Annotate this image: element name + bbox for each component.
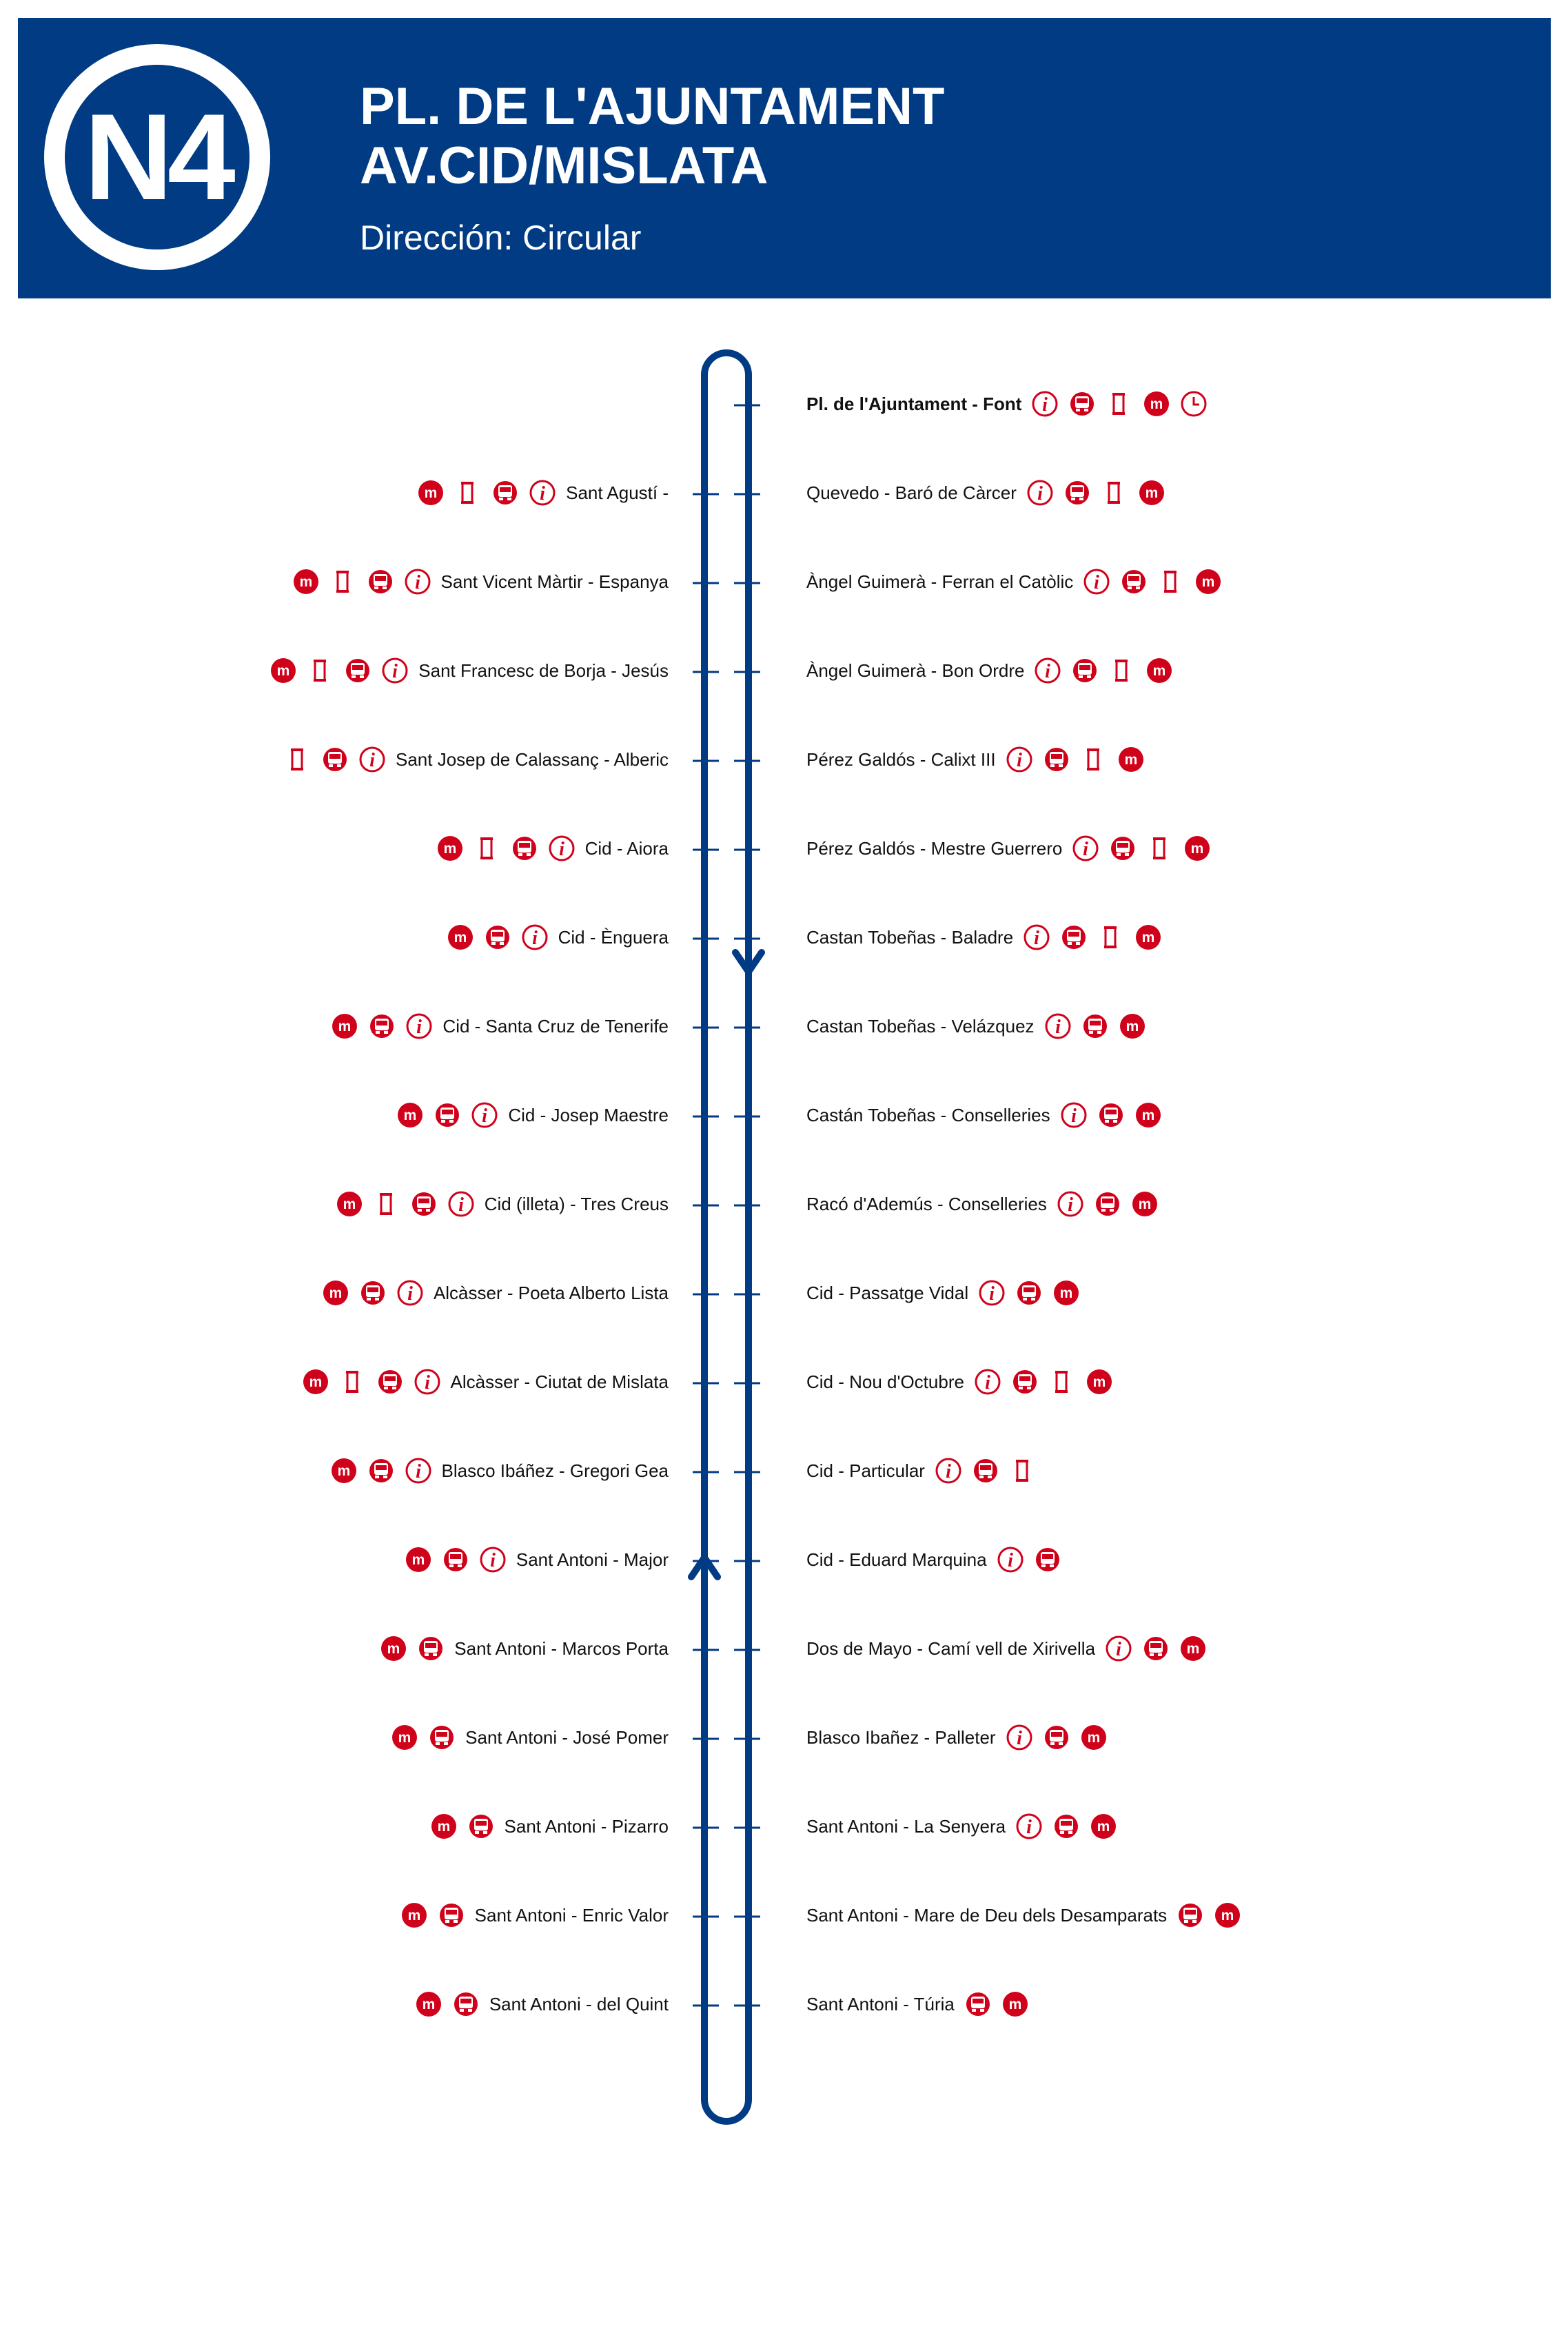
stop-name: Sant Vicent Màrtir - Espanya — [440, 571, 669, 592]
info-icon — [1034, 657, 1061, 684]
stop-services — [964, 1990, 1029, 2018]
info-icon — [1083, 568, 1110, 595]
stop-services — [269, 657, 409, 684]
metro-icon — [1119, 1012, 1146, 1040]
bus-icon — [1071, 657, 1099, 684]
metro-icon — [269, 657, 297, 684]
stop-services — [1015, 1813, 1117, 1840]
info-icon — [1072, 835, 1099, 862]
bus-icon — [359, 1279, 387, 1307]
stop-services — [292, 568, 431, 595]
stop-name: Cid - Eduard Marquina — [806, 1549, 987, 1570]
stop-name: Sant Antoni - Mare de Deu dels Desamparats — [806, 1904, 1168, 1926]
bus-icon — [344, 657, 371, 684]
metro-icon — [302, 1368, 329, 1396]
metro-icon — [322, 1279, 349, 1307]
stop-name: Castan Tobeñas - Baladre — [806, 926, 1014, 948]
svg-text:m: m — [1141, 1108, 1154, 1123]
svg-text:i: i — [416, 1017, 422, 1038]
stop-services — [1006, 746, 1145, 773]
bus-icon — [1043, 1724, 1070, 1751]
bike-icon — [1101, 479, 1128, 507]
bike-icon — [1097, 924, 1125, 951]
metro-icon — [391, 1724, 418, 1751]
bus-icon — [417, 1635, 445, 1662]
stop-row[interactable] — [806, 1635, 1207, 1662]
stop-row[interactable] — [400, 1901, 669, 1929]
stop-services — [336, 1190, 475, 1218]
svg-text:m: m — [1097, 1819, 1110, 1835]
stop-name: Pérez Galdós - Calixt III — [806, 748, 996, 770]
metro-icon — [447, 924, 474, 951]
stop-name: Blasco Ibáñez - Gregori Gea — [441, 1460, 669, 1481]
stop-services — [1023, 924, 1162, 951]
bus-icon — [452, 1990, 480, 2018]
svg-text:m: m — [424, 485, 438, 501]
svg-text:i: i — [1007, 1550, 1013, 1571]
svg-text:m: m — [1150, 396, 1163, 412]
info-icon — [1057, 1190, 1084, 1218]
stop-services — [1026, 479, 1165, 507]
metro-icon — [1090, 1813, 1117, 1840]
info-icon — [471, 1101, 498, 1129]
stop-row[interactable] — [430, 1813, 669, 1840]
info-icon — [1006, 746, 1033, 773]
metro-icon — [1143, 390, 1170, 418]
bus-icon — [1097, 1101, 1125, 1129]
stop-name: Sant Antoni - Pizarro — [504, 1815, 669, 1837]
metro-icon — [1194, 568, 1222, 595]
bus-icon — [367, 568, 394, 595]
svg-text:m: m — [1124, 752, 1137, 768]
stop-services — [330, 1457, 432, 1485]
bus-icon — [491, 479, 519, 507]
stop-name: Dos de Mayo - Camí vell de Xirivella — [806, 1638, 1096, 1659]
stop-row[interactable] — [302, 1368, 669, 1396]
stop-services — [935, 1457, 1037, 1485]
stop-services — [396, 1101, 498, 1129]
stop-name: Alcàsser - Poeta Alberto Lista — [433, 1282, 669, 1303]
stop-row[interactable] — [322, 1279, 669, 1307]
stop-services — [391, 1724, 456, 1751]
info-icon — [978, 1279, 1006, 1307]
bus-icon — [1043, 746, 1070, 773]
metro-icon — [292, 568, 320, 595]
stop-name: Sant Antoni - La Senyera — [806, 1815, 1006, 1837]
svg-text:i: i — [1016, 1728, 1022, 1749]
bus-icon — [434, 1101, 461, 1129]
info-icon — [1031, 390, 1059, 418]
svg-text:m: m — [443, 841, 456, 857]
stop-row[interactable] — [436, 835, 669, 862]
stop-name: Quevedo - Baró de Càrcer — [806, 482, 1017, 503]
bike-icon — [373, 1190, 400, 1218]
metro-icon — [1183, 835, 1211, 862]
bus-icon — [410, 1190, 438, 1218]
svg-text:m: m — [398, 1730, 411, 1746]
svg-text:i: i — [489, 1550, 496, 1571]
info-icon — [381, 657, 409, 684]
metro-icon — [396, 1101, 424, 1129]
stop-name: Sant Francesc de Borja - Jesús — [418, 660, 669, 681]
info-icon — [548, 835, 576, 862]
svg-text:i: i — [1116, 1639, 1121, 1660]
stop-services — [1057, 1190, 1159, 1218]
stop-name: Pl. de l'Ajuntament - Font — [806, 393, 1022, 414]
bus-icon — [972, 1457, 999, 1485]
stop-row[interactable] — [415, 1990, 669, 2018]
svg-text:m: m — [411, 1552, 425, 1568]
svg-text:i: i — [1094, 572, 1100, 593]
stop-row[interactable] — [806, 1724, 1108, 1751]
info-icon — [1060, 1101, 1088, 1129]
svg-text:i: i — [407, 1283, 413, 1305]
stop-row[interactable] — [331, 1012, 669, 1040]
svg-text:m: m — [1145, 485, 1159, 501]
stop-name: Sant Agustí - — [566, 482, 669, 503]
stop-name: Cid (illeta) - Tres Creus — [484, 1193, 669, 1214]
svg-text:i: i — [414, 572, 420, 593]
stop-services — [405, 1546, 507, 1573]
svg-text:m: m — [1201, 574, 1215, 590]
metro-icon — [1131, 1190, 1159, 1218]
stop-row[interactable] — [806, 657, 1173, 684]
bike-icon — [1080, 746, 1108, 773]
route-title-line1: PL. DE L'AJUNTAMENT — [360, 77, 945, 136]
metro-icon — [1179, 1635, 1207, 1662]
bus-icon — [1063, 479, 1091, 507]
bike-icon — [329, 568, 357, 595]
bike-icon — [307, 657, 334, 684]
info-icon — [405, 1457, 432, 1485]
metro-icon — [415, 1990, 442, 2018]
info-icon — [1044, 1012, 1072, 1040]
stop-services — [1072, 835, 1211, 862]
info-icon — [447, 1190, 475, 1218]
stop-name: Sant Antoni - Major — [516, 1549, 669, 1570]
stop-row[interactable] — [336, 1190, 669, 1218]
stop-name: Cid - Particular — [806, 1460, 925, 1481]
bus-icon — [1142, 1635, 1170, 1662]
svg-text:m: m — [338, 1019, 352, 1034]
stop-row[interactable] — [292, 568, 669, 595]
svg-text:m: m — [387, 1641, 400, 1657]
svg-text:m: m — [309, 1374, 322, 1390]
bus-icon — [368, 1012, 396, 1040]
metro-icon — [1001, 1990, 1029, 2018]
bus-icon — [367, 1457, 395, 1485]
clock-icon — [1180, 390, 1208, 418]
bus-icon — [1015, 1279, 1043, 1307]
info-icon — [404, 568, 431, 595]
bus-icon — [1011, 1368, 1039, 1396]
stop-name: Pérez Galdós - Mestre Guerrero — [806, 837, 1063, 859]
bike-icon — [339, 1368, 367, 1396]
metro-icon — [1080, 1724, 1108, 1751]
stop-name: Cid - Santa Cruz de Tenerife — [442, 1015, 669, 1037]
svg-text:i: i — [1068, 1194, 1073, 1216]
bike-icon — [1157, 568, 1185, 595]
svg-text:i: i — [424, 1372, 430, 1394]
stop-row[interactable] — [396, 1101, 669, 1129]
stop-name: Sant Josep de Calassanç - Alberic — [396, 748, 669, 770]
svg-text:m: m — [1153, 663, 1166, 679]
stop-services — [1006, 1724, 1108, 1751]
info-icon — [1015, 1813, 1043, 1840]
stop-services — [380, 1635, 445, 1662]
info-icon — [358, 746, 386, 773]
stop-row[interactable] — [380, 1635, 669, 1662]
svg-text:m: m — [1059, 1285, 1073, 1301]
svg-text:i: i — [482, 1105, 488, 1127]
svg-text:i: i — [1045, 661, 1051, 682]
stop-row[interactable] — [269, 657, 669, 684]
info-icon — [479, 1546, 507, 1573]
metro-icon — [1086, 1368, 1113, 1396]
metro-icon — [1117, 746, 1145, 773]
metro-icon — [331, 1012, 358, 1040]
svg-text:m: m — [1191, 841, 1204, 857]
metro-icon — [1134, 924, 1162, 951]
svg-text:m: m — [1138, 1196, 1152, 1212]
svg-text:m: m — [1126, 1019, 1139, 1034]
svg-text:m: m — [329, 1285, 343, 1301]
stop-name: Àngel Guimerà - Ferran el Catòlic — [806, 571, 1074, 592]
info-icon — [1023, 924, 1050, 951]
stop-services — [430, 1813, 495, 1840]
route-direction: Dirección: Circular — [360, 218, 642, 257]
stop-row[interactable] — [405, 1546, 669, 1573]
svg-text:i: i — [1034, 928, 1040, 949]
bike-icon — [1009, 1457, 1037, 1485]
svg-text:i: i — [1055, 1017, 1061, 1038]
svg-text:i: i — [1083, 839, 1089, 860]
bus-icon — [1094, 1190, 1121, 1218]
stop-name: Blasco Ibañez - Palleter — [806, 1726, 996, 1748]
stop-services — [997, 1546, 1061, 1573]
stop-services — [436, 835, 576, 862]
bus-icon — [428, 1724, 456, 1751]
stop-services — [1031, 390, 1208, 418]
stop-row[interactable] — [806, 390, 1208, 418]
stop-services — [302, 1368, 441, 1396]
stop-services — [400, 1901, 465, 1929]
svg-text:i: i — [369, 750, 375, 771]
stop-row[interactable] — [806, 1101, 1162, 1129]
bus-icon — [511, 835, 538, 862]
stop-services — [447, 924, 549, 951]
svg-text:m: m — [454, 930, 467, 946]
stop-name: Sant Antoni - José Pomer — [465, 1726, 669, 1748]
route-title-line2: AV.CID/MISLATA — [360, 136, 768, 195]
stop-row[interactable] — [417, 479, 669, 507]
stop-row[interactable] — [806, 835, 1211, 862]
info-icon — [414, 1368, 441, 1396]
stop-row[interactable] — [806, 1457, 1037, 1485]
stop-services — [1177, 1901, 1241, 1929]
info-icon — [529, 479, 556, 507]
bike-icon — [1106, 390, 1133, 418]
stop-row[interactable] — [806, 1546, 1061, 1573]
svg-text:i: i — [415, 1461, 421, 1482]
bus-icon — [376, 1368, 404, 1396]
metro-icon — [1138, 479, 1165, 507]
stop-row[interactable] — [806, 1190, 1159, 1218]
svg-text:m: m — [1221, 1908, 1234, 1924]
svg-text:i: i — [392, 661, 398, 682]
bus-icon — [1109, 835, 1137, 862]
metro-icon — [405, 1546, 432, 1573]
bus-icon — [442, 1546, 469, 1573]
svg-text:m: m — [1092, 1374, 1106, 1390]
stop-name: Castan Tobeñas - Velázquez — [806, 1015, 1035, 1037]
stop-name: Cid - Aiora — [584, 837, 669, 859]
stop-services — [1034, 657, 1173, 684]
metro-icon — [1134, 1101, 1162, 1129]
info-icon — [405, 1012, 433, 1040]
stop-row[interactable] — [806, 1901, 1241, 1929]
svg-text:m: m — [422, 1997, 436, 2012]
stop-row[interactable] — [284, 746, 669, 773]
svg-text:m: m — [337, 1463, 350, 1479]
bus-icon — [321, 746, 349, 773]
stop-row[interactable] — [806, 479, 1165, 507]
svg-text:m: m — [276, 663, 290, 679]
svg-text:i: i — [989, 1283, 995, 1305]
svg-text:i: i — [985, 1372, 990, 1394]
svg-text:i: i — [1026, 1817, 1032, 1838]
info-icon — [396, 1279, 424, 1307]
svg-text:i: i — [1070, 1105, 1077, 1127]
metro-icon — [417, 479, 445, 507]
stop-row[interactable] — [806, 1813, 1117, 1840]
stop-name: Sant Antoni - Túria — [806, 1993, 955, 2014]
metro-icon — [1146, 657, 1173, 684]
bike-icon — [1048, 1368, 1076, 1396]
bus-icon — [1068, 390, 1096, 418]
stop-row[interactable] — [447, 924, 669, 951]
info-icon — [974, 1368, 1001, 1396]
metro-icon — [380, 1635, 407, 1662]
svg-text:m: m — [299, 574, 312, 590]
bus-icon — [484, 924, 511, 951]
metro-icon — [330, 1457, 358, 1485]
stop-services — [415, 1990, 480, 2018]
bus-icon — [1034, 1546, 1061, 1573]
stop-row[interactable] — [806, 1368, 1113, 1396]
stop-name: Sant Antoni - Marcos Porta — [454, 1638, 669, 1659]
stop-row[interactable] — [806, 746, 1145, 773]
stop-row[interactable] — [806, 1012, 1146, 1040]
bus-icon — [1052, 1813, 1080, 1840]
svg-text:m: m — [404, 1108, 417, 1123]
svg-text:i: i — [540, 483, 546, 504]
stop-services — [284, 746, 386, 773]
stop-row[interactable] — [391, 1724, 669, 1751]
svg-text:i: i — [946, 1461, 951, 1482]
bus-icon — [1081, 1012, 1109, 1040]
line-code: N4 — [84, 88, 230, 225]
svg-text:m: m — [1141, 930, 1155, 946]
stop-row[interactable] — [806, 568, 1222, 595]
svg-text:m: m — [1008, 1997, 1022, 2012]
metro-icon — [336, 1190, 363, 1218]
svg-text:i: i — [1037, 483, 1043, 504]
bike-icon — [454, 479, 482, 507]
info-icon — [997, 1546, 1024, 1573]
stop-services — [1044, 1012, 1146, 1040]
bus-icon — [438, 1901, 465, 1929]
info-icon — [1026, 479, 1054, 507]
info-icon — [521, 924, 549, 951]
info-icon — [1105, 1635, 1132, 1662]
stop-name: Cid - Ènguera — [558, 926, 669, 948]
stop-name: Alcàsser - Ciutat de Mislata — [450, 1371, 669, 1392]
svg-text:i: i — [1042, 394, 1048, 416]
stop-services — [1060, 1101, 1162, 1129]
bus-icon — [467, 1813, 495, 1840]
stop-services — [1083, 568, 1222, 595]
bus-icon — [964, 1990, 992, 2018]
svg-text:m: m — [343, 1196, 356, 1212]
svg-text:m: m — [1087, 1730, 1100, 1746]
stop-services — [322, 1279, 424, 1307]
svg-text:m: m — [1186, 1641, 1200, 1657]
stop-services — [331, 1012, 433, 1040]
stop-name: Sant Antoni - Enric Valor — [474, 1904, 669, 1926]
svg-text:i: i — [558, 839, 564, 860]
stop-name: Cid - Josep Maestre — [508, 1104, 669, 1125]
metro-icon — [430, 1813, 458, 1840]
svg-text:m: m — [407, 1908, 421, 1924]
route-loop — [704, 353, 749, 2121]
info-icon — [935, 1457, 962, 1485]
stop-row[interactable] — [330, 1457, 669, 1485]
stop-name: Cid - Nou d'Octubre — [806, 1371, 964, 1392]
bike-icon — [474, 835, 501, 862]
stop-services — [1105, 1635, 1207, 1662]
stop-row[interactable] — [806, 924, 1162, 951]
stop-name: Àngel Guimerà - Bon Ordre — [806, 660, 1025, 681]
bus-icon — [1177, 1901, 1204, 1929]
metro-icon — [1214, 1901, 1241, 1929]
info-icon — [1006, 1724, 1033, 1751]
stop-services — [417, 479, 556, 507]
svg-text:m: m — [437, 1819, 450, 1835]
stop-row[interactable] — [806, 1279, 1080, 1307]
bike-icon — [1146, 835, 1174, 862]
svg-text:i: i — [1016, 750, 1022, 771]
stop-name: Sant Antoni - del Quint — [489, 1993, 669, 2014]
stop-services — [978, 1279, 1080, 1307]
stop-name: Cid - Passatge Vidal — [806, 1282, 969, 1303]
metro-icon — [1052, 1279, 1080, 1307]
stop-name: Castán Tobeñas - Conselleries — [806, 1104, 1050, 1125]
bike-icon — [284, 746, 312, 773]
metro-icon — [400, 1901, 428, 1929]
stop-services — [974, 1368, 1113, 1396]
bus-icon — [1060, 924, 1088, 951]
bike-icon — [1108, 657, 1136, 684]
bus-icon — [1120, 568, 1148, 595]
stop-row[interactable] — [806, 1990, 1029, 2018]
svg-text:i: i — [458, 1194, 464, 1216]
stop-name: Racó d'Ademús - Conselleries — [806, 1193, 1047, 1214]
svg-text:i: i — [531, 928, 538, 949]
metro-icon — [436, 835, 464, 862]
